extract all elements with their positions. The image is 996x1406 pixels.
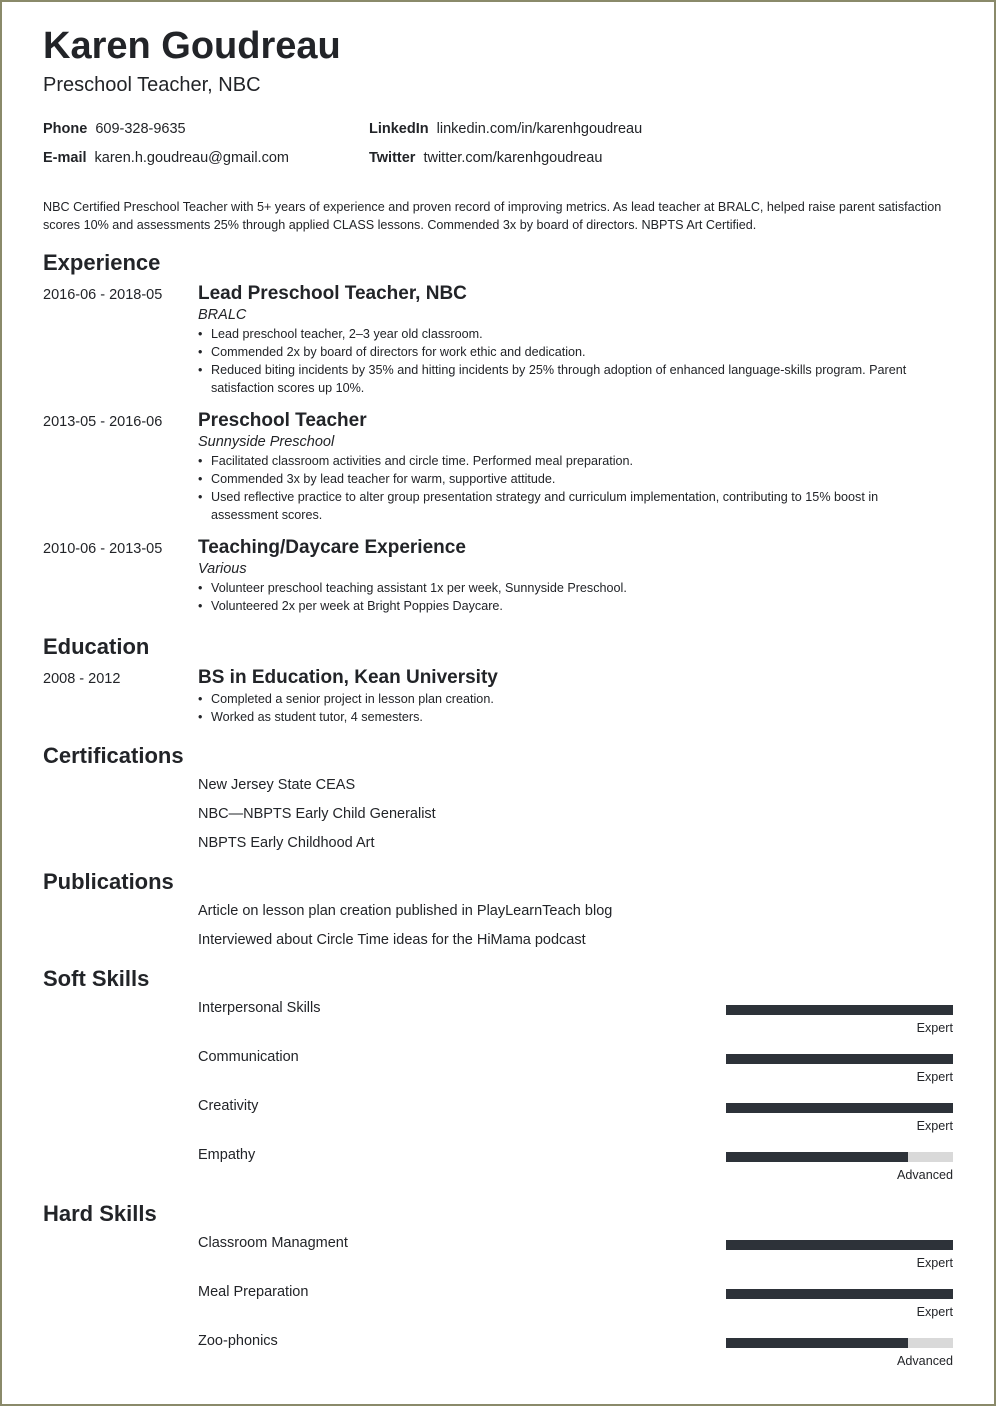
contact-phone [43, 120, 186, 138]
skill-level-label: Expert [916, 1119, 953, 1133]
job-title: Preschool Teacher [198, 410, 367, 431]
job-title: Teaching/Daycare Experience [198, 537, 466, 558]
skill-level-bar [726, 1054, 953, 1064]
skill-level-fill [726, 1240, 953, 1250]
degree-title: BS in Education, Kean University [198, 667, 498, 688]
skill-name: Empathy [198, 1147, 256, 1163]
skill-name: Meal Preparation [198, 1284, 309, 1300]
experience-item [198, 409, 943, 524]
job-bullets [198, 452, 943, 524]
bullet-item: • Commended 3x by lead teacher for warm, supportive attitude. [198, 470, 943, 488]
contact-twitter [369, 149, 602, 167]
experience-item [198, 536, 943, 615]
education-bullets [198, 690, 943, 726]
contact-linkedin [369, 120, 642, 138]
publication-item: Article on lesson plan creation published in PlayLearnTeach blog [198, 903, 613, 919]
job-title: Lead Preschool Teacher, NBC [198, 283, 467, 304]
skill-level-bar [726, 1152, 953, 1162]
bullet-item: • Completed a senior project in lesson plan creation. [198, 690, 943, 708]
skill-level-label: Expert [916, 1070, 953, 1084]
skill-level-label: Expert [916, 1305, 953, 1319]
skill-level-label: Advanced [896, 1354, 953, 1368]
experience-dates: 2010-06 - 2013-05 [43, 541, 163, 557]
certification-item: NBPTS Early Childhood Art [198, 835, 375, 851]
twitter-value[interactable]: twitter.com/karenhgoudreau [423, 150, 603, 166]
skill-name: Communication [198, 1049, 299, 1065]
experience-dates: 2013-05 - 2016-06 [43, 414, 163, 430]
skill-level-label: Advanced [896, 1168, 953, 1182]
publication-item: Interviewed about Circle Time ideas for the HiMama podcast [198, 932, 586, 948]
skill-name: Zoo-phonics [198, 1333, 278, 1349]
skill-level-bar [726, 1240, 953, 1250]
skill-level-fill [726, 1338, 908, 1348]
skill-level-bar [726, 1338, 953, 1348]
summary: NBC Certified Preschool Teacher with 5+ years of experience and proven record of improving metrics. As lead teacher at BRALC, helped raise parent satisfaction scores 10% and assessments 25% through applied CLASS lessons. Commended 3x by board of directors. NBPTS Art Certified. [43, 200, 942, 232]
bullet-item: • Volunteered 2x per week at Bright Poppies Daycare. [198, 597, 943, 615]
bullet-item: • Lead preschool teacher, 2–3 year old classroom. [198, 325, 943, 343]
skill-name: Creativity [198, 1098, 259, 1114]
education-dates: 2008 - 2012 [43, 671, 121, 687]
linkedin-label: LinkedIn [369, 121, 429, 137]
skill-level-fill [726, 1054, 953, 1064]
bullet-item: • Worked as student tutor, 4 semesters. [198, 708, 943, 726]
phone-label: Phone [43, 121, 88, 137]
candidate-name: Karen Goudreau [43, 25, 341, 67]
experience-heading: Experience [43, 250, 161, 275]
education-heading: Education [43, 634, 150, 659]
skill-name: Classroom Managment [198, 1235, 348, 1251]
job-org: Sunnyside Preschool [198, 434, 335, 450]
linkedin-value[interactable]: linkedin.com/in/karenhgoudreau [436, 121, 643, 137]
skill-level-bar [726, 1103, 953, 1113]
bullet-item: • Used reflective practice to alter group presentation strategy and curriculum implementation, contributing to 15% boost in assessment scores. [198, 488, 943, 524]
bullet-item: • Volunteer preschool teaching assistant 1x per week, Sunnyside Preschool. [198, 579, 943, 597]
certification-item: New Jersey State CEAS [198, 777, 356, 793]
job-org: BRALC [198, 307, 247, 323]
bullet-item: • Commended 2x by board of directors for work ethic and dedication. [198, 343, 943, 361]
soft-skills-heading: Soft Skills [43, 966, 150, 991]
contact-email [43, 149, 289, 167]
certification-item: NBC—NBPTS Early Child Generalist [198, 806, 436, 822]
skill-level-label: Expert [916, 1021, 953, 1035]
skill-level-bar [726, 1005, 953, 1015]
experience-item [198, 282, 943, 397]
bullet-item: • Facilitated classroom activities and circle time. Performed meal preparation. [198, 452, 943, 470]
candidate-title: Preschool Teacher, NBC [43, 74, 261, 96]
skill-name: Interpersonal Skills [198, 1000, 321, 1016]
job-bullets [198, 579, 943, 615]
phone-value[interactable]: 609-328-9635 [95, 121, 186, 137]
skill-level-label: Expert [916, 1256, 953, 1270]
education-item [198, 666, 943, 726]
bullet-item: • Reduced biting incidents by 35% and hitting incidents by 25% through adoption of enhanced language-skills program. Parent satisfaction scores up 10%. [198, 361, 943, 397]
job-bullets [198, 325, 943, 397]
experience-dates: 2016-06 - 2018-05 [43, 287, 163, 303]
certifications-heading: Certifications [43, 743, 184, 768]
skill-level-fill [726, 1005, 953, 1015]
email-value[interactable]: karen.h.goudreau@gmail.com [94, 150, 289, 166]
skill-level-fill [726, 1152, 908, 1162]
skill-level-fill [726, 1289, 953, 1299]
publications-heading: Publications [43, 869, 174, 894]
hard-skills-heading: Hard Skills [43, 1201, 157, 1226]
job-org: Various [198, 561, 247, 577]
email-label: E-mail [43, 150, 87, 166]
skill-level-bar [726, 1289, 953, 1299]
twitter-label: Twitter [369, 150, 416, 166]
skill-level-fill [726, 1103, 953, 1113]
